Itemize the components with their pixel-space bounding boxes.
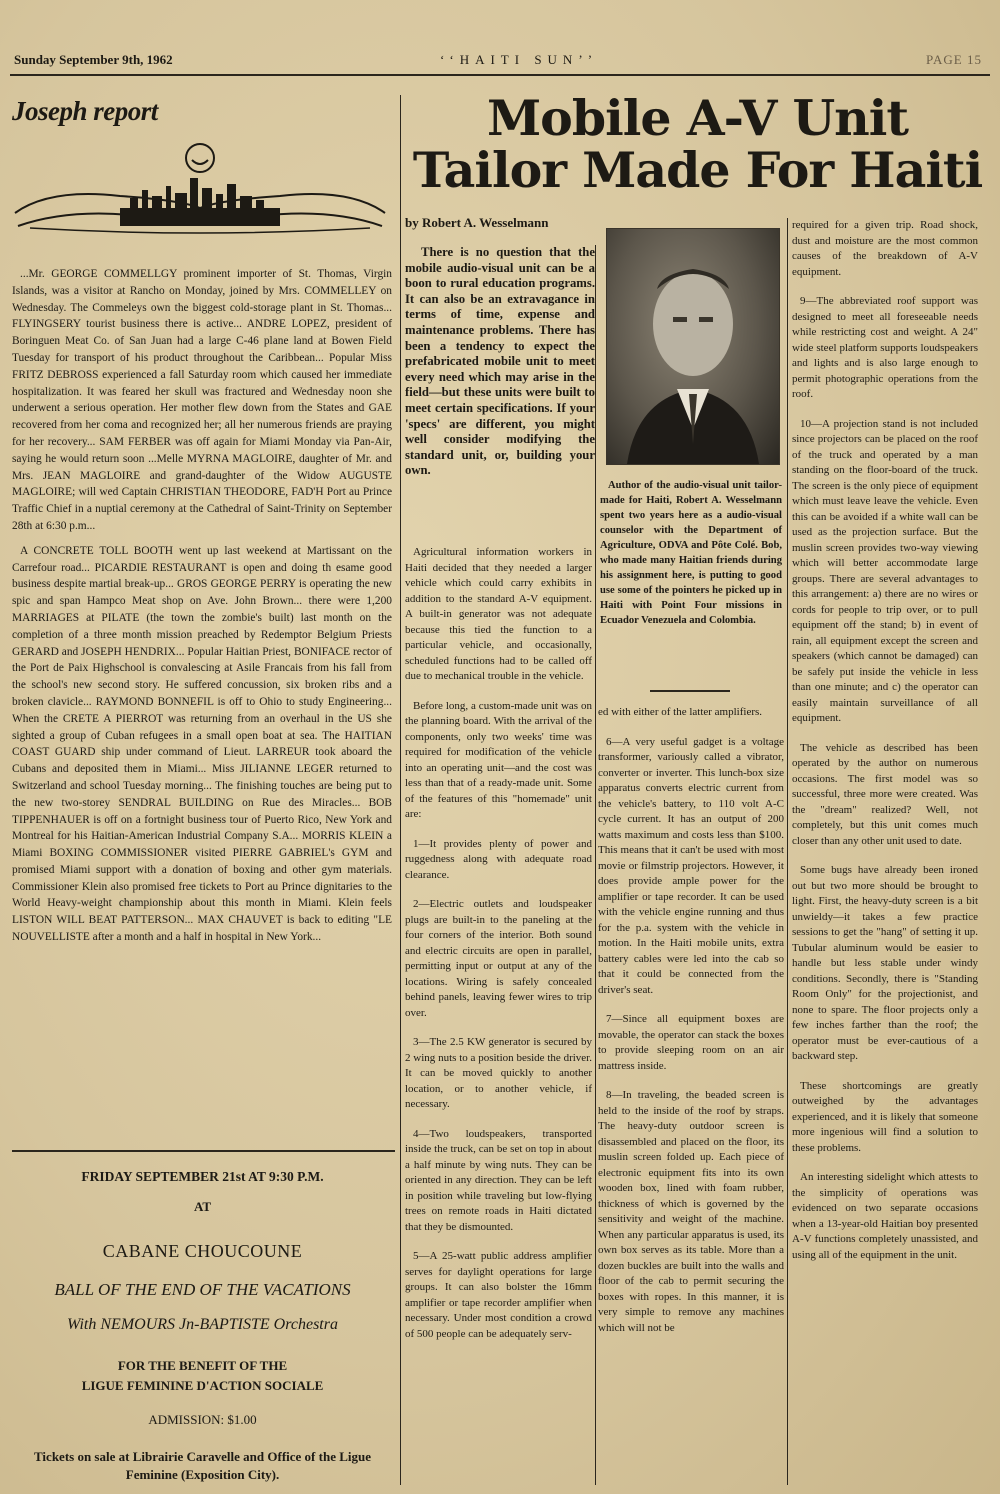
article-paragraph: 4—Two loudspeakers, transported inside the truck, can be set on top in about a half minute by wing nuts. They can be oriented in any direction. They can be left in position while traveling but low-flying trees on remote roads in Haiti dictated that they be dismounted.: [405, 1127, 592, 1233]
article-paragraph: Some bugs have already been ironed out but two more should be brought to light. First, the heavy-duty screen is a bit unwieldy—it takes a few practice sessions to get the "hang" of setting it up. Tubular aluminum would be easier to handle but less stable under windy conditions. Secondly, there is "Standing Room Only" for the projectionist, and none to spare. The floor projects only a few inches farther than the roof; the operator must be ever-cautious of a backward step.: [792, 864, 978, 1062]
ad-top-rule: [12, 1150, 395, 1152]
article-paragraph: 8—In traveling, the beaded screen is held to the inside of the roof by straps. The heavy-duty outdoor screen is disassembled and placed on the floor, its muslin screen folded up. Each piece of electronic equipment fits into its own wooden box, lined with foam rubber, thickness of which is governed by the sensitivity and weight of the machine. When any particular apparatus is used, its own box serves as its table. More than a dozen buckles are built into the walls and floor of the cab to permit securing the boxes with ropes. In this manner, it is very simple to remove any machines which will not be: [598, 1089, 784, 1334]
column-divider: [400, 95, 401, 1485]
masthead-rule: [10, 74, 990, 76]
column-divider: [595, 245, 596, 1485]
paper-name: ‘‘HAITI SUN’’: [440, 52, 599, 67]
article-paragraph: 3—The 2.5 KW generator is secured by 2 wing nuts to a position beside the driver. It can be moved quickly to another location, or to another vehicle, if necessary.: [405, 1036, 592, 1110]
article-column-2: [405, 545, 592, 1356]
caption-rule: [650, 690, 730, 692]
ad-venue: CABANE CHOUCOUNE: [102, 1241, 303, 1261]
headline-line: Tailor Made For Haiti: [412, 141, 983, 199]
masthead: [10, 50, 992, 72]
article-paragraph: 10—A projection stand is not included since projectors can be placed on the roof of the truck and operated by a man standing on the floor-board of the truck. The screen is the only piece of equipment which must leave leave the vehicle. Even this can be avoided if a white wall can be used as the projection surface. But the muslin screen provides two-way viewing which will better accommodate large groups. There are several advantages to this arrangement: a) there are no wires or cords for people to trip over, or to pull equipment off the stand; b) in event of rain, all equipment except the screen and speakers (which cannot be damaged) can be safely put inside the vehicle in less than one minute; and c) the operator can easily maintain surveillance of all equipment.: [792, 417, 978, 724]
skyline-cartoon-illustration: [10, 138, 390, 238]
article-paragraph: ed with either of the latter amplifiers.: [598, 706, 763, 718]
article-lede: [405, 245, 595, 479]
article-paragraph: required for a given trip. Road shock, dust and moisture are the most common causes of the breakdown of A-V equipment.: [792, 219, 978, 278]
author-portrait-photo: [606, 228, 780, 465]
headline-line: Mobile A-V Unit: [486, 89, 909, 147]
article-column-4: [792, 218, 978, 1277]
article-paragraph: 7—Since all equipment boxes are movable, the operator can stack the boxes to provide sleeping room on an air mattress inside.: [598, 1013, 784, 1072]
article-paragraph: 2—Electric outlets and loudspeaker plugs are built-in to the paneling at the four corners of the interior. Both sound and electric circuits are open in parallel, permitting input or output at any of the locations. Wiring is safely concealed behind panels, leaving fewer wires to trip over.: [405, 898, 592, 1019]
ad-date: FRIDAY SEPTEMBER 21st AT 9:30 P.M.: [81, 1169, 324, 1184]
page-number: PAGE 15: [925, 52, 982, 67]
gossip-column-text: [12, 266, 392, 954]
portrait-silhouette: [607, 229, 779, 464]
ad-tickets: Tickets on sale at Librairie Caravelle and Office of the Ligue Feminine (Exposition City).: [34, 1449, 371, 1482]
article-paragraph: Before long, a custom-made unit was on the planning board. With the arrival of the components, only two weeks' time was required for modification of the vehicle into an operating unit—and the cost was less than that of a ready-made unit. Some of the features of this "homemade" unit are:: [405, 699, 592, 820]
article-headline: [405, 89, 990, 199]
ad-event: BALL OF THE END OF THE VACATIONS: [54, 1280, 351, 1299]
article-paragraph: 5—A 25-watt public address amplifier serves for daylight operations for large groups. It can also bolster the 16mm amplifier or tape recorder amplifier when necessary. Under most condition a crowd of 500 people can be adequately serv-: [405, 1250, 592, 1340]
article-paragraph: 6—A very useful gadget is a voltage transformer, variously called a vibrator, converter or inverter. This lunch-box size apparatus converts electric current from the vehicle's battery, to 110 volt A-C cycle current. It has an output of 200 watts maximum and costs less than $100. This means that it can't be used with most movie or filmstrip projectors. However, it does provide ample power for the amplifier or tape recorder. It can be used with the vehicle engine running and thus for the p.a. system with the vehicle in motion. In the Haiti mobile units, extra battery cables were led into the cab so that it could be connected from the driver's seat.: [598, 735, 784, 996]
article-paragraph: 9—The abbreviated roof support was designed to meet all foreseeable needs while restricting cost and weight. A 24" wide steel platform supports loudspeakers and lights and is also large enough to permit photographic operations from the roof.: [792, 295, 978, 400]
article-column-3: [598, 705, 784, 1350]
lede-paragraph: There is no question that the mobile audio-visual unit can be a boon to rural education programs. It can also be an extravagance in terms of time, expense and maintenance problems. There has been a tendency to expect the prefabricated mobile unit to meet every need which may arise in the field—but these units were built to meet certain specifications. If your 'specs' are different, you might well consider modifying the standard unit, or, building your own.: [405, 245, 595, 478]
ad-benefit: FOR THE BENEFIT OF THE: [117, 1358, 288, 1373]
article-paragraph: Agricultural information workers in Haiti decided that they needed a larger vehicle which could carry exhibits in addition to the standard A-V equipment. A built-in generator was not adequate because this tied the function to a particular vehicle, and occasionally, scheduled functions had to be called off due to mechanical trouble in the vehicle.: [405, 546, 592, 682]
column-divider: [787, 218, 788, 1485]
article-paragraph: These shortcomings are greatly outweighed by the advantages experienced, and it is likely that someone more ingenious will find a solution to these problems.: [792, 1079, 978, 1154]
ad-admission: ADMISSION: $1.00: [148, 1412, 257, 1427]
article-paragraph: The vehicle as described has been operated by the author on numerous occasions. The first model was so successful, three more were created. Was the "dream" realized? Well, not completely, but this unit comes much closer than any other unit used to date.: [792, 741, 978, 847]
column-title: Joseph report: [12, 96, 158, 126]
gossip-paragraph: A CONCRETE TOLL BOOTH went up last weekend at Martissant on the Carrefour road... PICARDIE RESTAURANT is open and doing th esame good business despite martial break-up... GROS GEORGE PERRY is operating the new spic and span Hampco Meat shop on Ave. John Brown... there were 1,200 MARRIAGES at PILATE (the town the zombie's built) last month on the completion of a three month mission preached by Redemptor Belgium Priests GERARD and JOSEPH HENDRIX... Popular Haitian Priest, BONIFACE rector of the Port de Paix Highschool is convalescing at Asile Francais from his fall from the school's new second story. He suffered concussion, six broken ribs and a broken clavicle... RAYMOND BONNEFIL is off to Ohio to study Engineering... When the CRETE A PIERROT was returning from an overhaul in the US she sighted a group of Cuban refugees in a small open boat at sea. The HAITIAN COAST GUARD ship under command of Lieut. LARREUR took aboard the Cubans and deposited them in Miami... Miss JILIANNE LEGER returned to Switzerland and school Tuesday morning... The finishing touches are being put to the new two-storey SENDRAL BUILDING on Rue des Miracles... BOB TIPPENHAUER is off on a fortnight business tour of Puerto Rico, New York and Montreal for his Haitian-American Industrial Company S.A... MORRIS KLEIN a Miami BOXING COMMISSIONER visited PIERRE GABRIEL's GYM and promised Miami support with a donation of boxing and other gym materials. Commissioner Klein also promised free tickets to Port au Prince dignitaries to the World Heavy-weight championship about this month in Miami. Klein feels LISTON WILL BEAT PATTERSON... MAX CHAUVET is back to editing "LE NOUVELLISTE after a month and a half in hospital in New York...: [12, 544, 392, 944]
ad-organization: LIGUE FEMININE D'ACTION SOCIALE: [81, 1378, 324, 1393]
caption-text: Author of the audio-visual unit tailor-made for Haiti, Robert A. Wesselmann spent two years here as a audio-visual counselor with the Department of Agriculture, ODVA and Pôte Colé. Bob, who made many Haitian friends during his assignment here, is putting to good use some of the pointers he picked up in Haiti with Point Four missions in Ecuador Venezuela and Colombia.: [600, 480, 782, 626]
ad-orchestra: With NEMOURS Jn-BAPTISTE Orchestra: [67, 1316, 338, 1333]
article-byline: by Robert A. Wesselmann: [405, 215, 549, 230]
ad-at: AT: [193, 1199, 212, 1214]
photo-caption: [600, 478, 782, 628]
event-advertisement: [10, 1165, 395, 1484]
issue-date: Sunday September 9th, 1962: [14, 52, 173, 67]
gossip-paragraph: ...Mr. GEORGE COMMELLGY prominent importer of St. Thomas, Virgin Islands, was a visitor at Rancho on Monday, joined by Mrs. COMMELLEY on Wednesday. The Commeleys own the biggest cold-storage plant in St. Thomas... FLYINGSERY tourist business there is active... ANDRE LOPEZ, president of Boringuen Meat Co. of San Juan had a large C-46 plane land at Bowen Field Tuesday for transport of his product throughout the Caribbean... Popular Miss FRITZ DEBROSS experienced a fall Saturday room which caused her immediate hospitalization. It was feared her skull was fractured and Wednesday noon she underwent a serious operation. Her mother flew down from the States and GAE recovered from her coma and recognized her; all her numerous friends are praying for her recovery... SAM FERBER was off again for Miami Monday via Pan-Air, saying he would return soon ...Melle MYRNA MAGLOIRE, daughter of Mr. and Mrs. JEAN MAGLOIRE and grand-daughter of the Widow AUGUSTE MAGLOIRE; will wed Captain CHRISTIAN THEODORE, FAD'H Port au Prince Traffic Chief in a nuptial ceremony at the Cathedral of Saint-Trinity on September 28th at 6:30 p.m...: [12, 268, 392, 532]
article-paragraph: 1—It provides plenty of power and ruggedness along with adequate road clearance.: [405, 837, 592, 881]
article-paragraph: An interesting sidelight which attests to the simplicity of operations was evidenced on two separate occasions when a 13-year-old Haitian boy presented A-V functions completely unassisted, and using all of the equipment in the unit.: [792, 1171, 978, 1261]
